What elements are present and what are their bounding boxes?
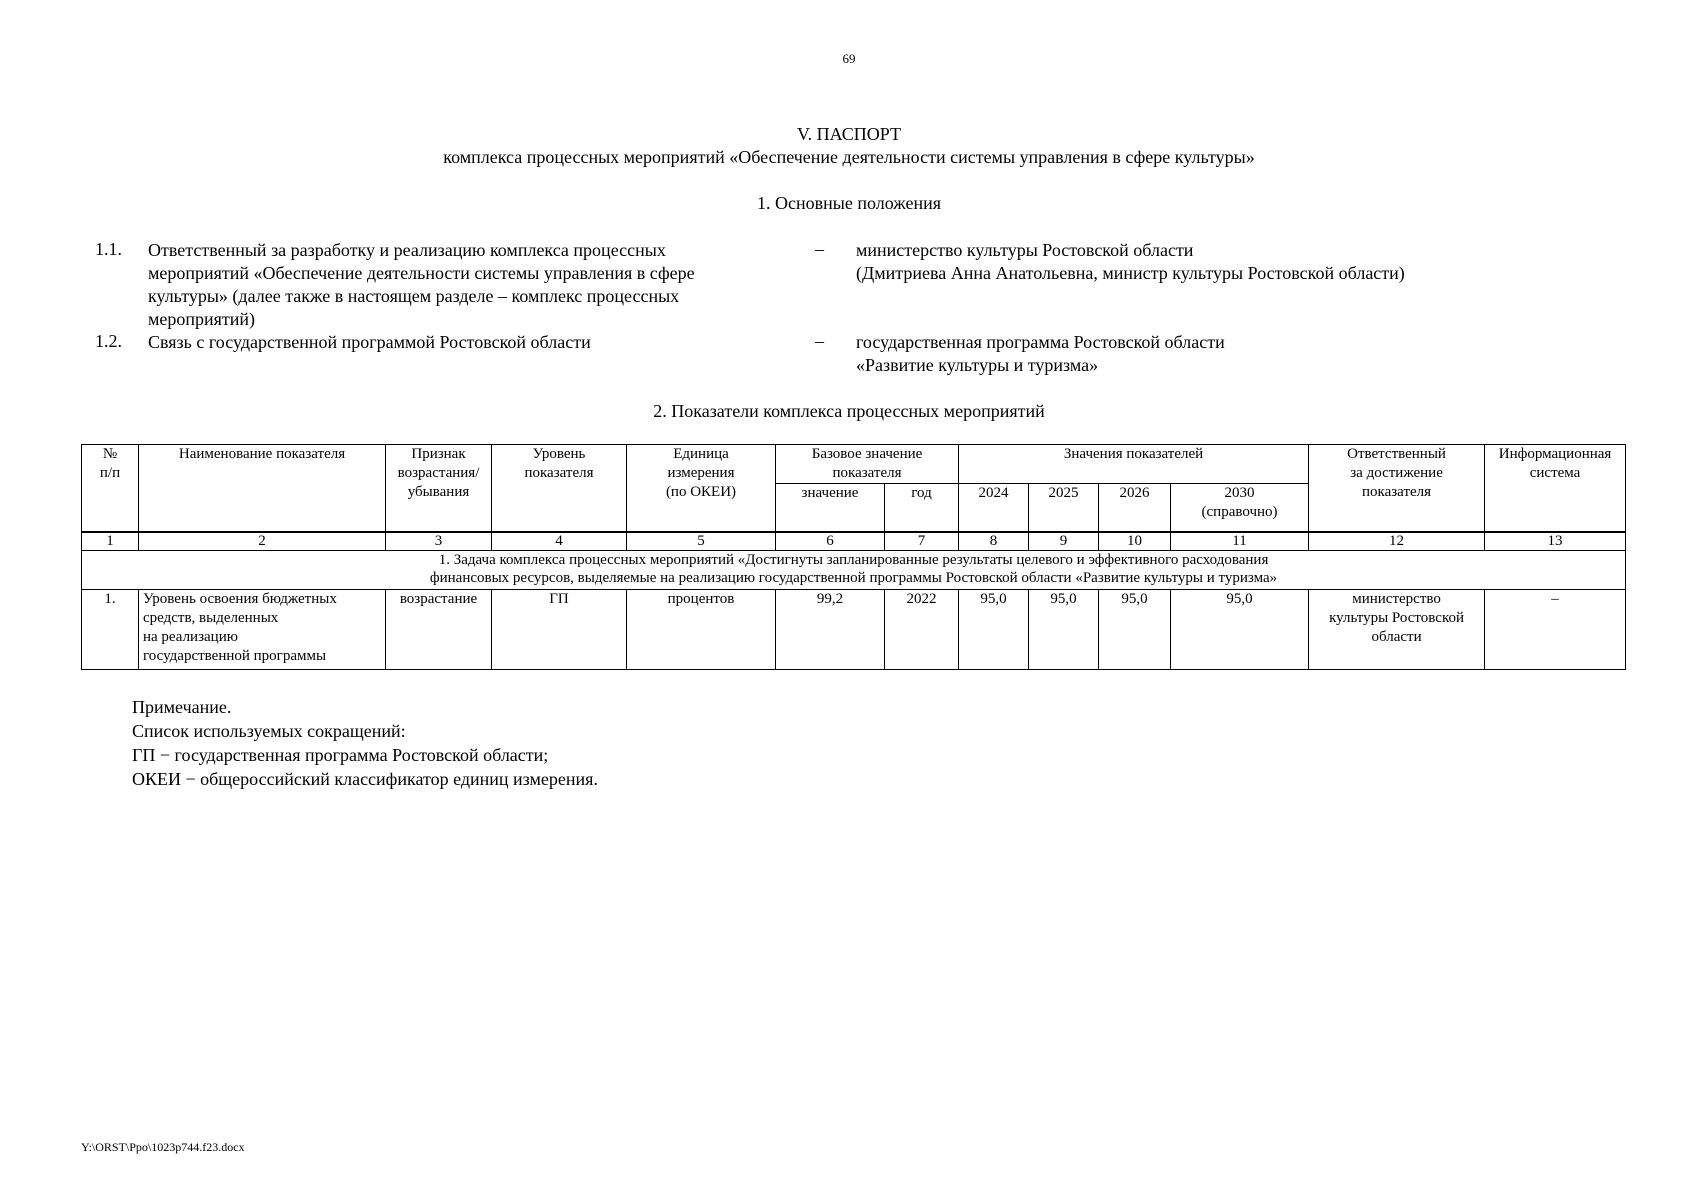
row-2030: 95,0 [1171, 589, 1309, 669]
provision-value-line: (Дмитриева Анна Анатольевна, министр культуры Ростовской области) [856, 263, 1405, 283]
task-row [82, 550, 1626, 589]
column-number: 1 [82, 532, 139, 551]
abbreviations-title: Список используемых сокращений: [132, 721, 406, 741]
task-cell [82, 550, 1626, 589]
abbreviation-item: ГП − государственная программа Ростовской области; [132, 745, 549, 765]
file-path-footer: Y:\ORST\Ppo\1023p744.f23.docx [81, 1140, 245, 1154]
header-base: Базовое значение показателя [776, 445, 959, 484]
header-values: Значения показателей [959, 445, 1309, 484]
provision-number: 1.1. [95, 239, 122, 259]
provision-dash: – [815, 331, 824, 351]
provision-value [856, 331, 1225, 377]
header-base-year: год [885, 484, 959, 532]
provision-text-line: мероприятий «Обеспечение деятельности системы управления в сфере [148, 263, 695, 283]
document-subtitle: комплекса процессных мероприятий «Обеспечение деятельности системы управления в сфере культуры» [443, 147, 1255, 167]
provision-text-line: мероприятий) [148, 309, 256, 329]
row-2025: 95,0 [1029, 589, 1099, 669]
table-row [82, 589, 1626, 669]
row-2026: 95,0 [1099, 589, 1171, 669]
row-num: 1. [82, 589, 139, 669]
header-sign: Признак возрастания/ убывания [386, 445, 492, 532]
column-number: 8 [959, 532, 1029, 551]
row-indicator-name: Уровень освоения бюджетных средств, выделенных на реализацию государственной программы [139, 589, 386, 669]
header-unit: Единица измерения (по ОКЕИ) [627, 445, 776, 532]
column-number: 4 [492, 532, 627, 551]
column-number: 13 [1485, 532, 1626, 551]
provision-text-line: культуры» (далее также в настоящем разделе – комплекс процессных [148, 286, 680, 306]
column-number: 6 [776, 532, 885, 551]
note-heading: Примечание. [132, 697, 232, 717]
column-number: 3 [386, 532, 492, 551]
header-info: Информационная система [1485, 445, 1626, 532]
provision-text-line: Связь с государственной программой Ростовской области [148, 332, 591, 352]
row-base-year: 2022 [885, 589, 959, 669]
document-title: V. ПАСПОРТ [796, 124, 901, 144]
header-2030: 2030 (справочно) [1171, 484, 1309, 532]
section1-heading: 1. Основные положения [757, 193, 941, 213]
header-num: № п/п [82, 445, 139, 532]
column-number: 12 [1309, 532, 1485, 551]
header-responsible: Ответственный за достижение показателя [1309, 445, 1485, 532]
provision-value [856, 239, 1405, 285]
column-number: 7 [885, 532, 959, 551]
column-number: 10 [1099, 532, 1171, 551]
column-numbers-row [82, 532, 1626, 551]
provision-value-line: «Развитие культуры и туризма» [856, 355, 1099, 375]
abbreviation-item: ОКЕИ − общероссийский классификатор единиц измерения. [132, 769, 598, 789]
provision-value-line: министерство культуры Ростовской области [856, 240, 1194, 260]
header-2024: 2024 [959, 484, 1029, 532]
notes [132, 695, 598, 791]
header-base-value: значение [776, 484, 885, 532]
provision-value-line: государственная программа Ростовской области [856, 332, 1225, 352]
section2-heading: 2. Показатели комплекса процессных мероприятий [653, 401, 1045, 421]
row-sign: возрастание [386, 589, 492, 669]
provision-number: 1.2. [95, 331, 122, 351]
row-info: – [1485, 589, 1626, 669]
column-number: 11 [1171, 532, 1309, 551]
header-2026: 2026 [1099, 484, 1171, 532]
column-number: 2 [139, 532, 386, 551]
provision-text [148, 239, 778, 331]
indicators-table [81, 444, 1626, 670]
provision-text-line: Ответственный за разработку и реализацию комплекса процессных [148, 240, 666, 260]
page-number: 69 [842, 51, 856, 66]
header-level: Уровень показателя [492, 445, 627, 532]
header-2025: 2025 [1029, 484, 1099, 532]
row-level: ГП [492, 589, 627, 669]
task-line: 1. Задача комплекса процессных мероприятий «Достигнуты запланированные результаты целевого и эффективного расходования [438, 551, 1269, 568]
column-number: 5 [627, 532, 776, 551]
row-base-value: 99,2 [776, 589, 885, 669]
provision-text [148, 331, 778, 354]
row-responsible: министерство культуры Ростовской области [1309, 589, 1485, 669]
row-2024: 95,0 [959, 589, 1029, 669]
row-unit: процентов [627, 589, 776, 669]
header-name: Наименование показателя [139, 445, 386, 532]
provision-dash: – [815, 239, 824, 259]
column-number: 9 [1029, 532, 1099, 551]
task-line: финансовых ресурсов, выделяемые на реализацию государственной программы Ростовской области «Развитие культуры и туризма» [429, 569, 1278, 586]
header-row [82, 445, 1626, 484]
